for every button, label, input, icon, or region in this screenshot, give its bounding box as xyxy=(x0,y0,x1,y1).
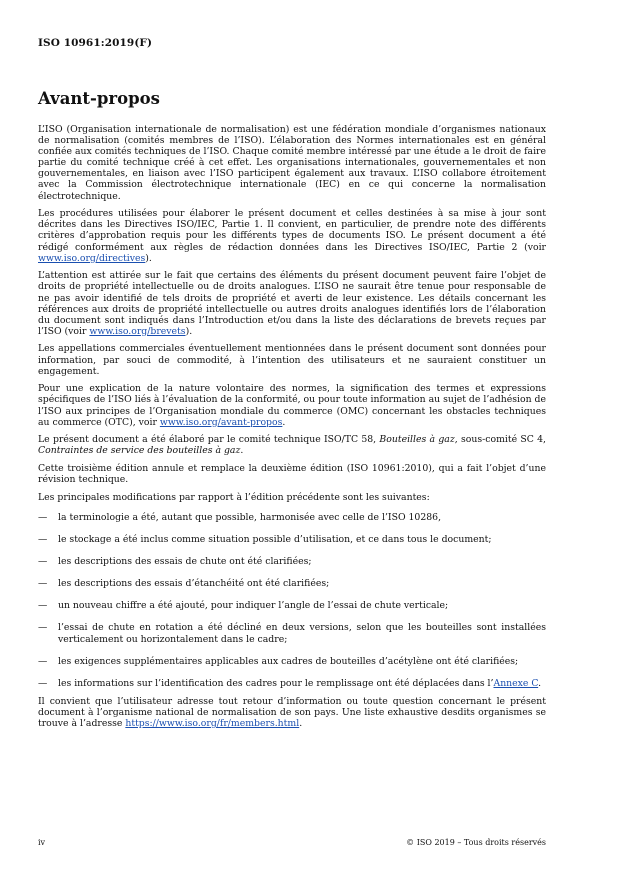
paragraph-procedures: Les procédures utilisées pour élaborer le présent document et celles destinées à sa mise à jour sont décrites dans les Directives ISO/IEC, Partie 1. Il convient, en particulier, de prendre note des différents critères d’approbation requis pour les différents types de documents ISO. Le présent document a été rédigé conformément aux règles de rédaction données dans les Directives ISO/IEC, Partie 2 (voir www.iso.org/directives). xyxy=(38,208,546,264)
list-item: — la terminologie a été, autant que possible, harmonisée avec celle de l’ISO 10286, xyxy=(38,511,442,523)
list-item: — un nouveau chiffre a été ajouté, pour indiquer l’angle de l’essai de chute verticale; xyxy=(38,600,449,612)
list-item: — le stockage a été inclus comme situation possible d’utilisation, et ce dans tous le document; xyxy=(38,534,492,546)
changes-list xyxy=(38,512,546,689)
patents-link[interactable]: www.iso.org/brevets xyxy=(89,325,186,337)
paragraph-feedback: Il convient que l’utilisateur adresse tout retour d’information ou toute question concernant le présent document à l’organisme national de normalisation de son pays. Une liste exhaustive desdits organismes se trouve à l’adresse https://www.iso.org/fr/members.html. xyxy=(38,695,546,729)
paragraph-edition: Cette troisième édition annule et remplace la deuxième édition (ISO 10961:2010), qui a fait l’objet d’une révision technique. xyxy=(38,463,546,486)
foreword-link[interactable]: www.iso.org/avant-propos xyxy=(159,416,283,428)
directives-link[interactable]: www.iso.org/directives xyxy=(38,252,146,264)
members-link[interactable]: https://www.iso.org/fr/members.html xyxy=(125,718,300,729)
paragraph-trade-names: Les appellations commerciales éventuellement mentionnées dans le présent document sont données pour information, par souci de commodité, à l’intention des utilisateurs et ne sauraient constituer un engagement. xyxy=(38,343,546,377)
copyright-notice: © ISO 2019 – Tous droits réservés xyxy=(406,838,546,847)
page-number: iv xyxy=(38,838,46,847)
list-item: — les descriptions des essais d’étanchéité ont été clarifiées; xyxy=(38,578,330,590)
annex-c-link[interactable]: Annexe C xyxy=(493,677,539,689)
paragraph-voluntary-nature: Pour une explication de la nature volontaire des normes, la signification des termes et expressions spécifiques de l’ISO liés à l’évaluation de la conformité, ou pour toute information au sujet de l’adhésion de l’ISO aux principes de l’Organisation mondiale du commerce (OMC) concernant les obstacles techniques au commerce (OTC), voir www.iso.org/avant-propos. xyxy=(38,383,546,428)
list-item: — les descriptions des essais de chute ont été clarifiées; xyxy=(38,556,312,568)
list-item: — les exigences supplémentaires applicables aux cadres de bouteilles d’acétylène ont été clarifiées; xyxy=(38,655,519,667)
list-item: — l’essai de chute en rotation a été décliné en deux versions, selon que les bouteilles sont installées verticalement ou horizontalement dans le cadre; xyxy=(38,622,546,645)
section-title: Avant-propos xyxy=(38,89,160,108)
paragraph-committee: Le présent document a été élaboré par le comité technique ISO/TC 58, Bouteilles à gaz, sous-comité SC 4, Contraintes de service des bouteilles à gaz. xyxy=(38,434,546,457)
list-item: — les informations sur l’identification des cadres pour le remplissage ont été déplacées dans l’Annexe C. xyxy=(38,677,542,689)
paragraph-iso-intro: L’ISO (Organisation internationale de normalisation) est une fédération mondiale d’organismes nationaux de normalisation (comités membres de l’ISO). L’élaboration des Normes internationales est en général confiée aux comités techniques de l’ISO. Chaque comité membre intéressé par une étude a le droit de faire partie du comité technique créé à cet effet. Les organisations internationales, gouvernementales et non gouvernementales, en liaison avec l’ISO participent également aux travaux. L’ISO collabore étroitement avec la Commission électrotechnique internationale (IEC) en ce qui concerne la normalisation électrotechnique. xyxy=(38,124,546,202)
paragraph-patents: L’attention est attirée sur le fait que certains des éléments du présent document peuvent faire l’objet de droits de propriété intellectuelle ou de droits analogues. L’ISO ne saurait être tenue pour responsable de ne pas avoir identifié de tels droits de propriété et averti de leur existence. Les détails concernant les références aux droits de propriété intellectuelle ou autres droits analogues identifiés lors de l’élaboration du document sont indiqués dans l’Introduction et/ou dans la liste des déclarations de brevets reçues par l’ISO (voir www.iso.org/brevets). xyxy=(38,270,546,337)
paragraph-changes-intro: Les principales modifications par rapport à l’édition précédente sont les suivantes: xyxy=(38,491,430,503)
foreword-body xyxy=(38,124,546,736)
document-id-header: ISO 10961:2019(F) xyxy=(38,37,153,49)
